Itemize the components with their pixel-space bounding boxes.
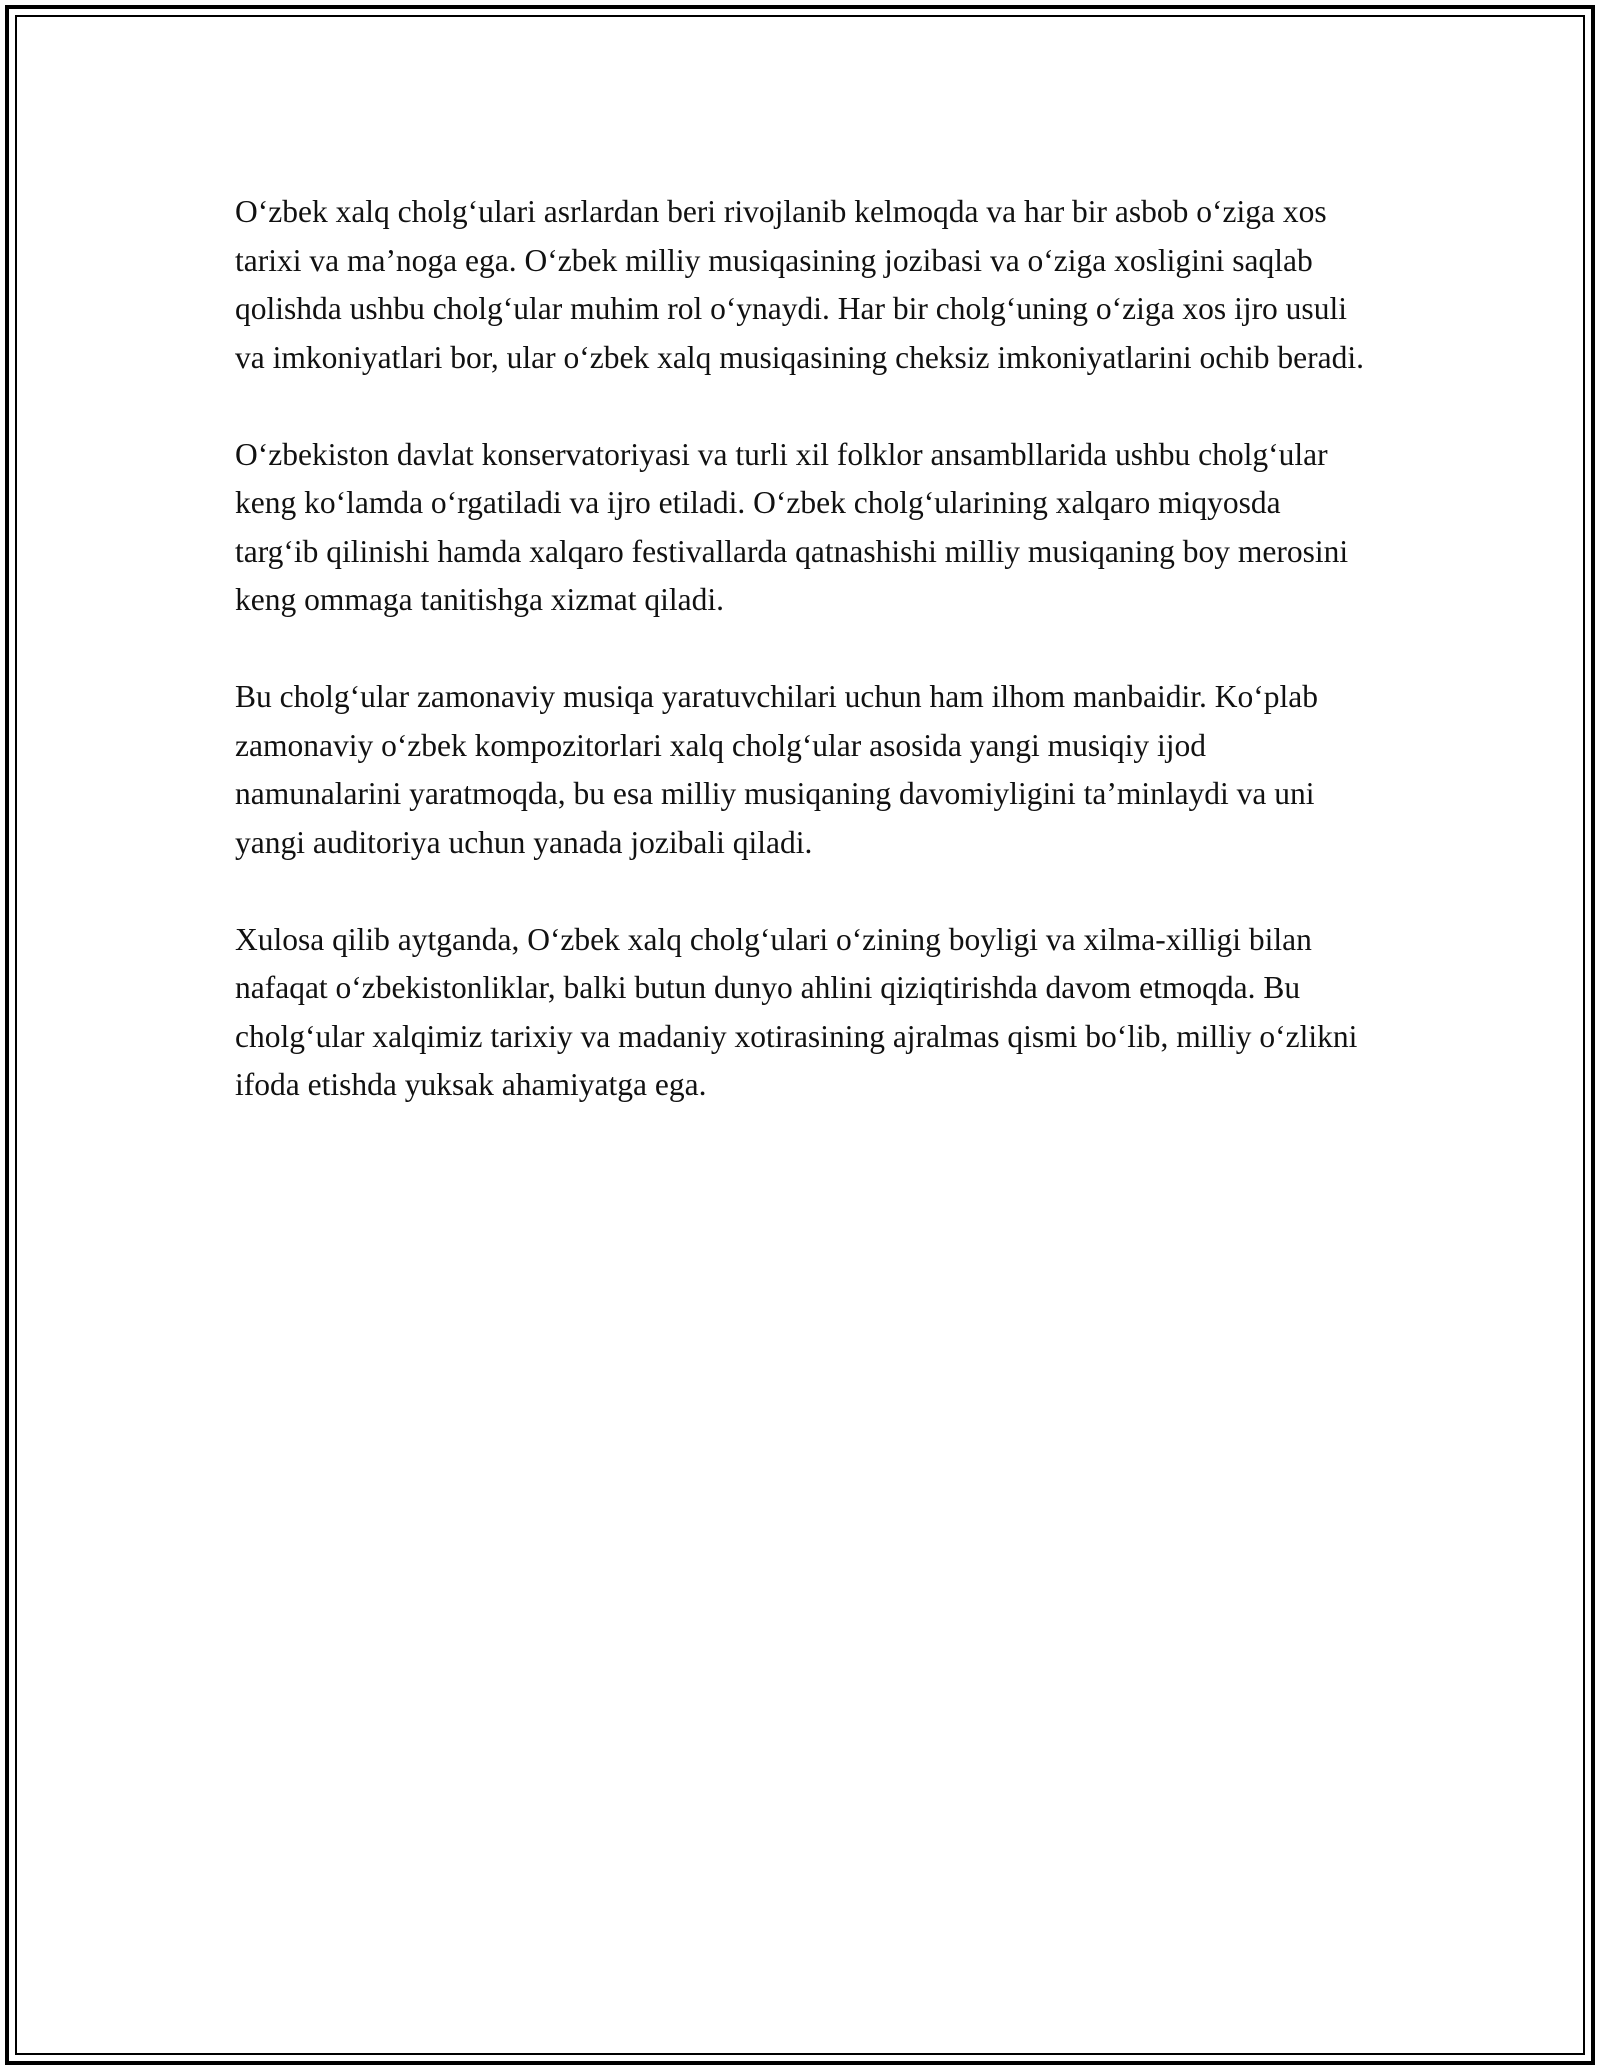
document-body bbox=[235, 188, 1365, 1158]
paragraph-3: Bu cholg‘ular zamonaviy musiqa yaratuvchilari uchun ham ilhom manbaidir. Ko‘plab zamonaviy o‘zbek kompozitorlari xalq cholg‘ular asosida yangi musiqiy ijod namunalarini yaratmoqda, bu esa milliy musiqaning davomiyligini ta’minlaydi va uni yangi auditoriya uchun yanada jozibali qiladi. bbox=[235, 679, 1318, 860]
paragraph-2: O‘zbekiston davlat konservatoriyasi va turli xil folklor ansambllarida ushbu cholg‘ular keng ko‘lamda o‘rgatiladi va ijro etiladi. O‘zbek cholg‘ularining xalqaro miqyosda targ‘ib qilinishi hamda xalqaro festivallarda qatnashishi milliy musiqaning boy merosini keng ommaga tanitishga xizmat qiladi. bbox=[235, 436, 1349, 617]
paragraph-4: Xulosa qilib aytganda, O‘zbek xalq cholg‘ulari o‘zining boyligi va xilma-xilligi bilan nafaqat o‘zbekistonliklar, balki butun dunyo ahlini qiziqtirishda davom etmoqda. Bu cholg‘ular xalqimiz tarixiy va madaniy xotirasining ajralmas qismi bo‘lib, milliy o‘zlikni ifoda etishda yuksak ahamiyatga ega. bbox=[235, 921, 1358, 1102]
paragraph-1: O‘zbek xalq cholg‘ulari asrlardan beri rivojlanib kelmoqda va har bir asbob o‘ziga xos tarixi va ma’noga ega. O‘zbek milliy musiqasining jozibasi va o‘ziga xosligini saqlab qolishda ushbu cholg‘ular muhim rol o‘ynaydi. Har bir cholg‘uning o‘ziga xos ijro usuli va imkoniyatlari bor, ular o‘zbek xalq musiqasining cheksiz imkoniyatlarini ochib beradi. bbox=[235, 194, 1364, 375]
